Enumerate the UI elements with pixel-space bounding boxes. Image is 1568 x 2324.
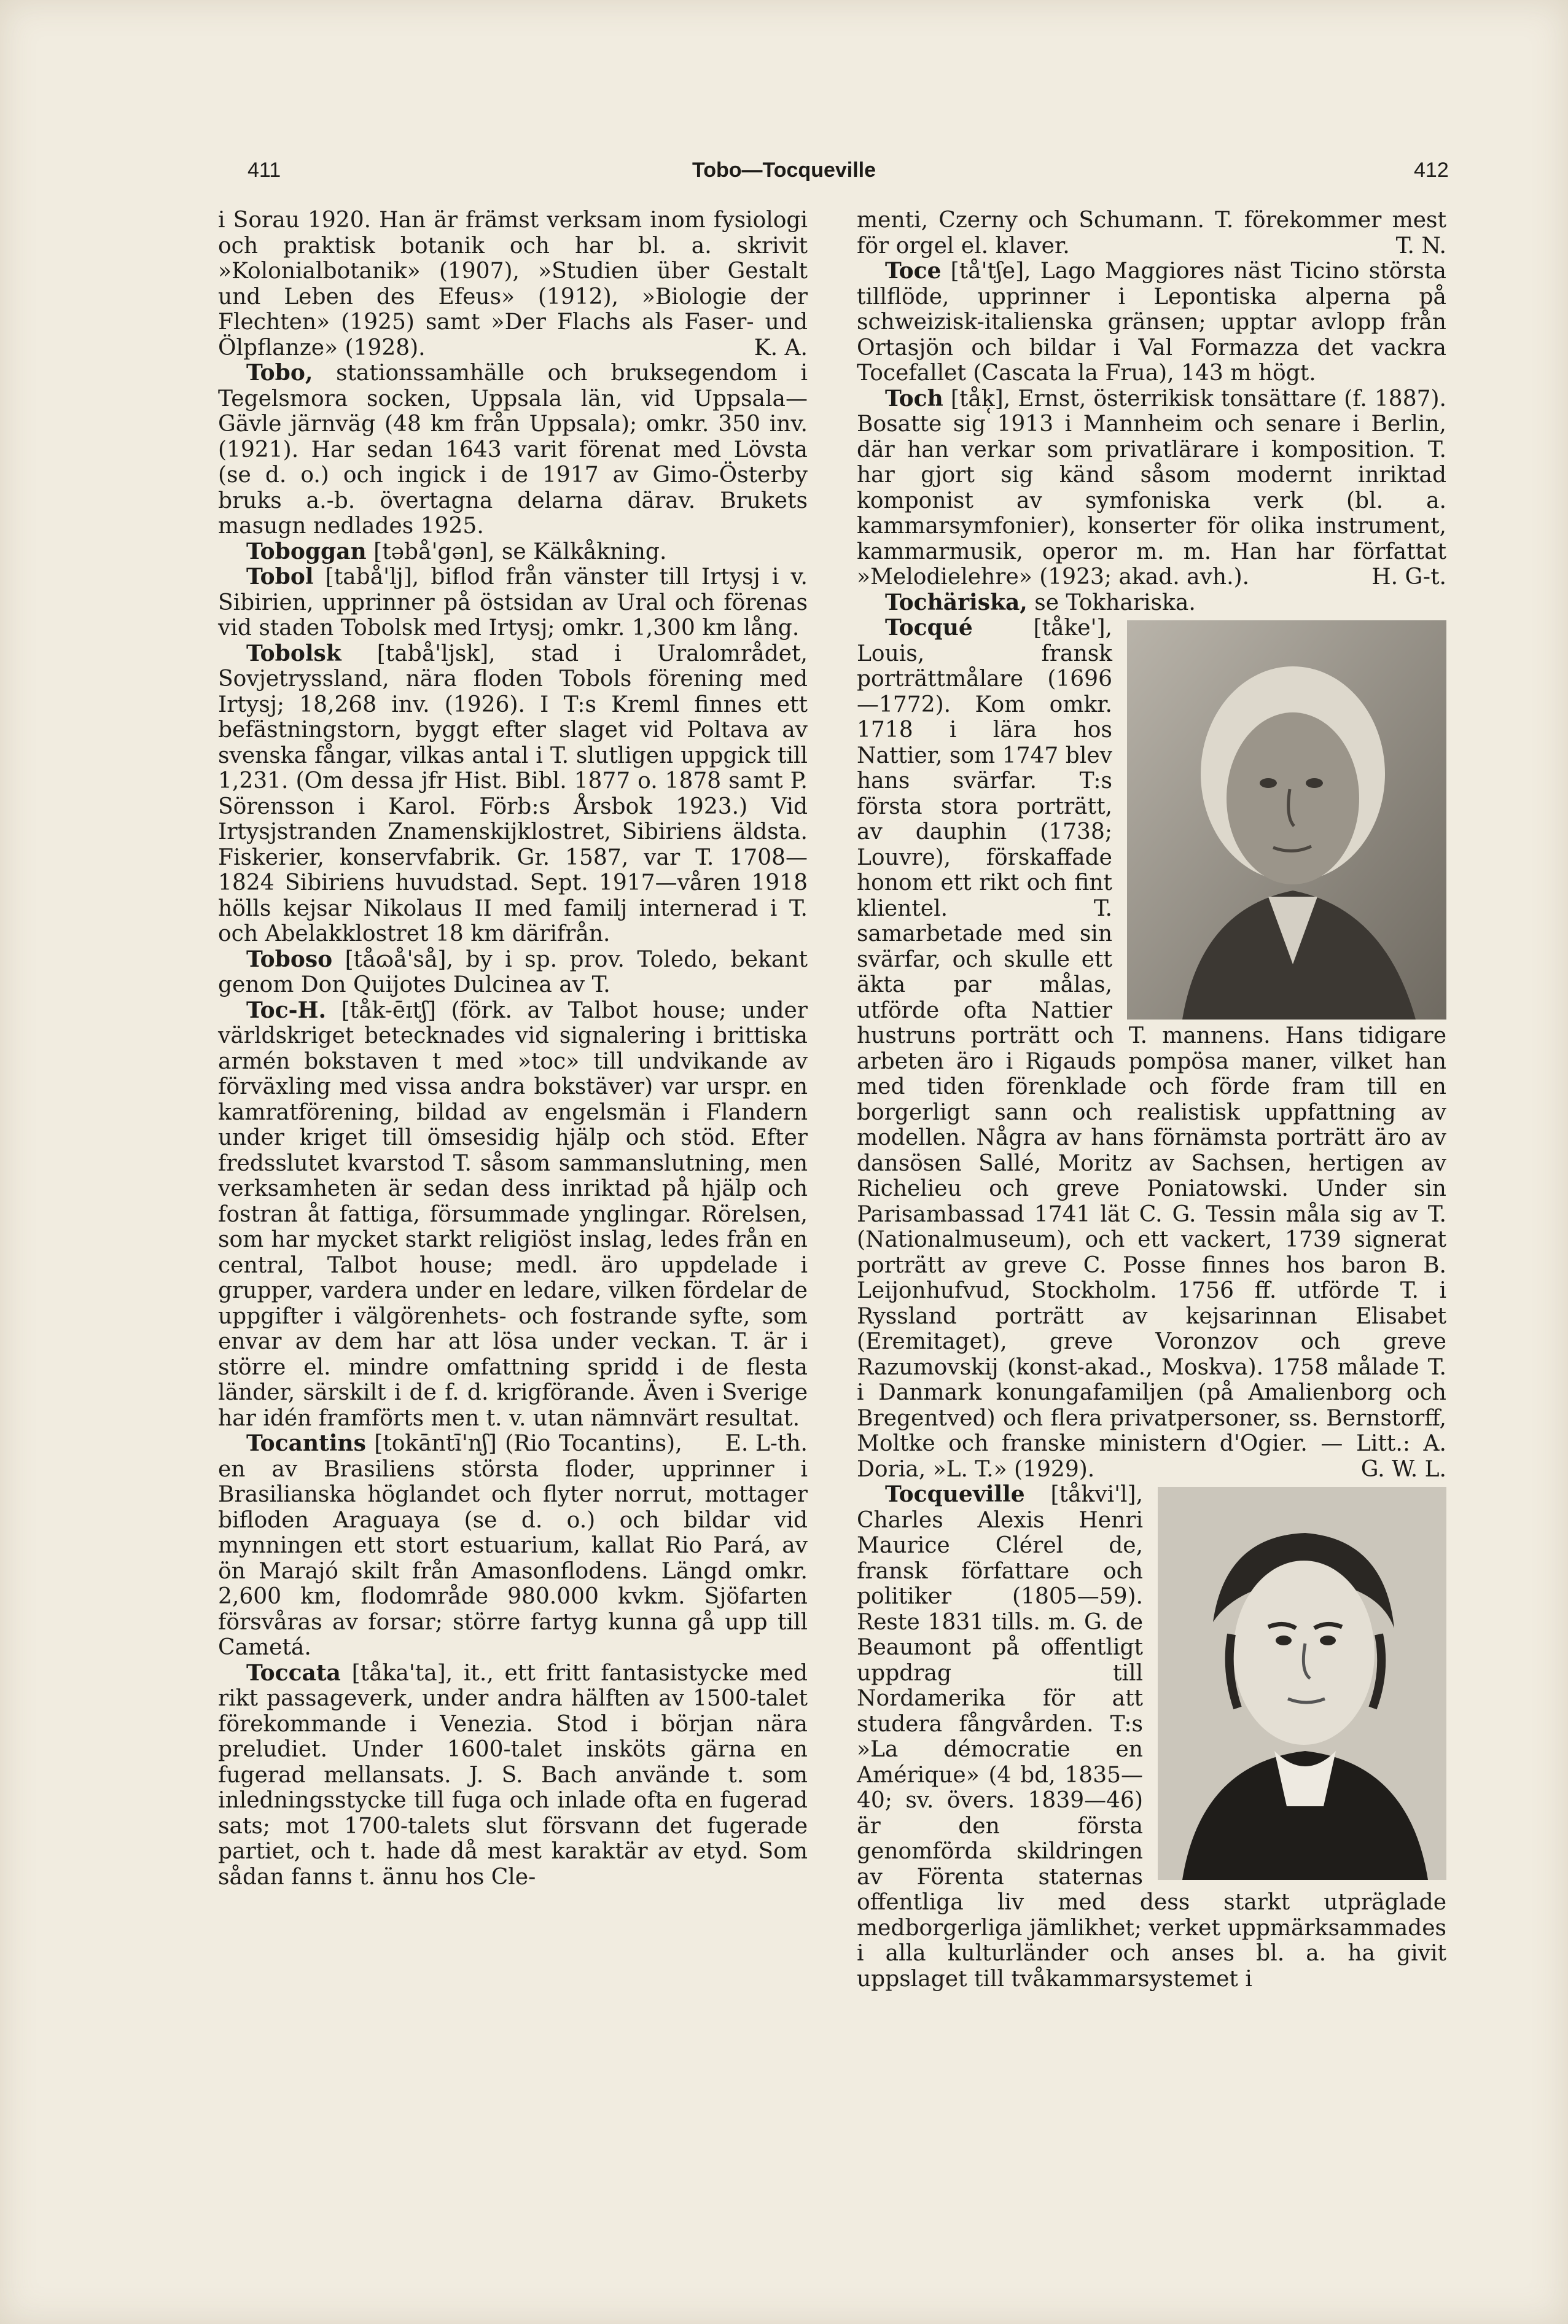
headword: Toch	[885, 385, 943, 411]
portrait-tocqueville-image	[1158, 1487, 1446, 1880]
entry-continuation: menti, Czerny och Schumann. T. förekommer mest för orgel el. klaver. T. N.	[857, 208, 1446, 259]
signature: T. N.	[1395, 233, 1446, 259]
entry-toce: Toce [tå'tʃe], Lago Maggiores näst Ticino största tillflöde, upprinner i Lepontiska alperna på schweizisk-italienska gränsen; upptar avlopp från Ortasjön och bildar i Val Formazza det vackra Tocefallet (Cascata la Frua), 143 m högt.	[857, 258, 1446, 386]
running-title: Tobo—Tocqueville	[692, 158, 876, 182]
signature: H. G-t.	[1371, 564, 1446, 590]
headword: Toboggan	[246, 538, 367, 564]
entry-toboso: Toboso [tåɷå'så], by i sp. prov. Toledo, bekant genom Don Quijotes Dulcinea av T.	[218, 946, 808, 997]
entry-tocque: Tocqué [tåke'], Louis, fransk porträttmålare (1696—1772). Kom omkr. 1718 i lära hos Nattier, som 1747 blev hans svärfar. T:s första stora porträtt, av dauphin (1738; Louvre), förskaffade honom ett rikt och fint klientel. T. samarbetade med sin svärfar, och skulle ett äkta par målas, utförde ofta Nattier hustruns porträtt och T. mannens. Hans tidigare arbeten äro i Rigauds pompösa maner, vilket han med tiden förenklade och förde fram till en borgerligt sann och realistisk uppfattning av modellen. Några av hans förnämsta porträtt äro av dansösen Sallé, Moritz av Sachsen, hertigen av Richelieu och greve Poniatowski. Under sin Parisambassad 1741 lät C. G. Tessin måla sig av T. (Nationalmuseum), och ett vackert, 1739 signerat porträtt av greve C. Posse finnes hos baron B. Leijonhufvud, Stockholm. 1756 ff. utförde T. i Ryssland porträtt av kejsarinnan Elisabet (Eremitaget), greve Voronzov och greve Razumovskij (konst-akad., Moskva). 1758 målade T. i Danmark konungafamiljen (på Amalienborg och Bregentved) och flera privatpersoner, ss. Bernstorff, Moltke och franske ministern d'Ogier. — Litt.: A. Doria, »L. T.» (1929). G. W. L.	[857, 615, 1446, 1482]
page-number-right: 412	[1414, 158, 1449, 182]
headword: Toccata	[246, 1659, 341, 1686]
headword: Tochäriska,	[885, 589, 1028, 615]
entry-tobo: Tobo, stationssamhälle och bruksegendom i Tegelsmora socken, Uppsala län, vid Uppsala—Gävle järnväg (48 km från Uppsala); omkr. 350 inv. (1921). Har sedan 1643 varit förenat med Lövsta (se d. o.) och ingick i de 1917 av Gimo-Österby bruks a.-b. övertagna delarna därav. Brukets masugn nedlades 1925.	[218, 360, 808, 539]
headword: Toce	[885, 258, 942, 284]
running-header	[0, 147, 1568, 190]
headword: Tobol	[246, 564, 314, 590]
entry-toch: Toch [tåk̜], Ernst, österrikisk tonsättare (f. 1887). Bosatte sig 1913 i Mannheim och senare i Berlin, där han verkar som privatlärare i komposition. T. har gjort sig känd såsom modernt inriktad komponist av symfoniska verk (bl. a. kammarsymfonier), konserter för olika instrument, kammarmusik, operor m. m. Han har författat »Melodielehre» (1923; akad. avh.). H. G-t.	[857, 385, 1446, 590]
headword: Tobo,	[246, 360, 313, 386]
entry-toboggan: Toboggan [təbå'gən], se Kälkåkning.	[246, 538, 667, 564]
signature: K. A.	[754, 335, 808, 361]
headword: Toc-H.	[246, 997, 327, 1023]
entry-tobol: Tobol [tabå'lj], biflod från vänster till Irtysj i v. Sibirien, upprinner på östsidan av Ural och förenas vid staden Tobolsk med Irtysj; omkr. 1,300 km lång.	[218, 564, 808, 641]
portrait-tocque-image	[1127, 620, 1446, 1020]
entry-toc-h: Toc-H. [tåk-ēɪtʃ] (förk. av Talbot house; under världskriget betecknades vid signalering i brittiska armén bokstaven t med »toc» till undvikande av förväxling med vissa andra bokstäver) var urspr. en kamratförening, bildad av engelsmän i Flandern under kriget till ömsesidig hjälp och stöd. Efter fredsslutet kvarstod T. såsom sammanslutning, men verksamheten är sedan dess inriktad på hjälp och fostran åt fattiga, försummade ynglingar. Rörelsen, som har mycket starkt religiöst inslag, ledes från en central, Talbot house; medl. äro uppdelade i grupper, vardera under en ledare, vilken fördelar de uppgifter i välgörenhets- och fostrande syfte, som envar av dem har att lösa under veckan. T. är i större el. mindre omfattning spridd i de flesta länder, särskilt i de f. d. krigförande. Även i Sverige har idén framförts men t. v. utan nämnvärt resultat. E. L-th.	[218, 997, 808, 1456]
headword: Tocqué	[885, 615, 973, 641]
entry-continuation: i Sorau 1920. Han är främst verksam inom fysiologi och praktisk botanik och har bl. a. skrivit »Kolonialbotanik» (1907), »Studien über Gestalt und Leben des Efeus» (1912), »Biologie der Flechten» (1925) samt »Der Flachs als Faser- und Ölpflanze» (1928). K. A.	[218, 208, 808, 361]
entry-tocharisk: Tochäriska, se Tokhariska.	[885, 589, 1196, 615]
headword: Tocantins	[246, 1430, 366, 1456]
headword: Tocqueville	[885, 1481, 1025, 1507]
headword: Tobolsk	[246, 640, 341, 666]
entry-tocantins: Tocantins [tokāntī'nʃ] (Rio Tocantins), en av Brasiliens största floder, upprinner i Brasilianska höglandet och flyter norrut, mottager bifloden Araguaya (se d. o.) och bildar vid mynningen ett stort estuarium, kallat Rio Pará, av ön Marajó skilt från Amasonflodens. Längd omkr. 2,600 km, flodområde 980.000 kvkm. Sjöfarten försvåras av forsar; större fartyg kunna gå upp till Cametá.	[218, 1430, 808, 1660]
right-column	[857, 208, 1446, 1992]
signature: E. L-th.	[725, 1431, 808, 1456]
signature: G. W. L.	[1360, 1456, 1446, 1482]
page-number-left: 411	[248, 158, 281, 182]
headword: Toboso	[246, 946, 333, 972]
entry-toccata: Toccata [tåka'ta], it., ett fritt fantasistycke med rikt passageverk, under andra hälften av 1500-talet förekommande i Venezia. Stod i början nära preludiet. Under 1600-talet insköts gärna en fugerad mellansats. J. S. Bach använde t. som inledningsstycke till fuga och inlade ofta en fugerad sats; mot 1700-talets slut försvann det fugerade partiet, och t. hade då mest karaktär av etyd. Som sådan fanns t. ännu hos Cle-	[218, 1659, 808, 1890]
entry-tocqueville: Tocqueville [tåkvi'l], Charles Alexis Henri Maurice Clérel de, fransk författare och politiker (1805—59). Reste 1831 tills. m. G. de Beaumont på offentligt uppdrag till Nordamerika för att studera fångvården. T:s »La démocratie en Amérique» (4 bd, 1835—40; sv. övers. 1839—46) är den första genomförda skildringen av Förenta staternas offentliga liv med dess starkt utpräglade medborgerliga jämlikhet; verket uppmärksammades i alla kulturländer och anses bl. a. ha givit uppslaget till tvåkammarsystemet i	[857, 1481, 1446, 1992]
left-column	[218, 208, 808, 1890]
entry-tobolsk: Tobolsk [tabå'ljsk], stad i Uralområdet, Sovjetryssland, nära floden Tobols förening med Irtysj; 18,268 inv. (1926). I T:s Kreml finnes ett befästningstorn, byggt efter slaget vid Poltava av svenska fångar, vilkas antal i T. slutligen uppgick till 1,231. (Om dessa jfr Hist. Bibl. 1877 o. 1878 samt P. Sörensson i Karol. Förb:s Årsbok 1923.) Vid Irtysjstranden Znamenskijklostret, Sibiriens äldsta. Fiskerier, konservfabrik. Gr. 1587, var T. 1708—1824 Sibiriens huvudstad. Sept. 1917—våren 1918 hölls kejsar Nikolaus II med familj internerad i T. och Abelakklostret 18 km därifrån.	[218, 640, 808, 946]
